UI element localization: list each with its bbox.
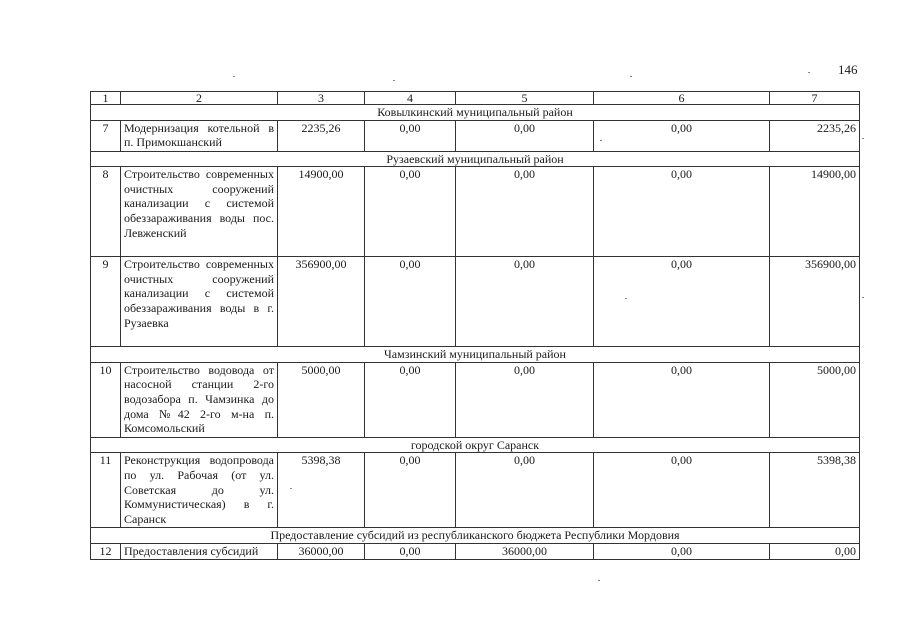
scan-speck [808, 72, 810, 73]
project-name: Предоставления субсидий [121, 543, 278, 559]
value-col-5: 0,00 [456, 167, 594, 257]
section-row [91, 437, 860, 453]
section-row [91, 528, 860, 544]
value-col-5: 0,00 [456, 362, 594, 437]
scan-speck [862, 138, 864, 139]
value-col-3: 14900,00 [278, 167, 365, 257]
row-number: 9 [91, 257, 121, 347]
value-col-5: 0,00 [456, 453, 594, 528]
value-col-4: 0,00 [365, 257, 456, 347]
row-number: 11 [91, 453, 121, 528]
value-col-6: 0,00 [594, 120, 770, 151]
column-number: 5 [456, 92, 594, 105]
section-title: городской округ Саранск [91, 437, 860, 453]
project-name: Модернизация котельной в п. Примокшанский [121, 120, 278, 151]
section-row [91, 347, 860, 363]
value-col-6: 0,00 [594, 167, 770, 257]
value-col-7: 356900,00 [770, 257, 860, 347]
row-number: 8 [91, 167, 121, 257]
section-row [91, 151, 860, 167]
value-col-6: 0,00 [594, 543, 770, 559]
value-col-7: 5000,00 [770, 362, 860, 437]
value-col-4: 0,00 [365, 543, 456, 559]
value-col-3: 2235,26 [278, 120, 365, 151]
value-col-4: 0,00 [365, 362, 456, 437]
value-col-4: 0,00 [365, 453, 456, 528]
value-col-5: 0,00 [456, 120, 594, 151]
value-col-7: 5398,38 [770, 453, 860, 528]
project-name: Строительство современных очистных сооружений канализации с системой обеззараживания воды пос. Левженский [121, 167, 278, 257]
table-row [91, 362, 860, 437]
value-col-7: 14900,00 [770, 167, 860, 257]
value-col-3: 36000,00 [278, 543, 365, 559]
scan-speck [290, 488, 292, 489]
column-number-row [91, 92, 860, 105]
table-row [91, 257, 860, 347]
scan-speck [862, 297, 864, 298]
project-name: Строительство водовода от насосной станции 2-го водозабора п. Чамзинка до дома №42 2-го м-на п. Комсомольский [121, 362, 278, 437]
value-col-7: 0,00 [770, 543, 860, 559]
value-col-6: 0,00 [594, 257, 770, 347]
scan-speck [598, 580, 600, 581]
value-col-3: 356900,00 [278, 257, 365, 347]
row-number: 12 [91, 543, 121, 559]
project-name: Строительство современных очистных сооружений канализации с системой обеззараживания воды в г. Рузаевка [121, 257, 278, 347]
table-row [91, 543, 860, 559]
section-title: Чамзинский муниципальный район [91, 347, 860, 363]
table-row [91, 453, 860, 528]
scan-speck [233, 76, 235, 77]
value-col-7: 2235,26 [770, 120, 860, 151]
value-col-3: 5398,38 [278, 453, 365, 528]
page-number: 146 [838, 62, 858, 77]
value-col-5: 36000,00 [456, 543, 594, 559]
section-title: Рузаевский муниципальный район [91, 151, 860, 167]
column-number: 7 [770, 92, 860, 105]
row-number: 10 [91, 362, 121, 437]
row-number: 7 [91, 120, 121, 151]
value-col-4: 0,00 [365, 120, 456, 151]
value-col-3: 5000,00 [278, 362, 365, 437]
project-name: Реконструкция водопровода по ул. Рабочая (от ул. Советская до ул. Коммунистическая) в г. Саранск [121, 453, 278, 528]
table-row [91, 120, 860, 151]
column-number: 6 [594, 92, 770, 105]
value-col-4: 0,00 [365, 167, 456, 257]
value-col-6: 0,00 [594, 362, 770, 437]
table-row [91, 167, 860, 257]
section-row [91, 105, 860, 121]
section-title: Предоставление субсидий из республиканского бюджета Республики Мордовия [91, 528, 860, 544]
scan-speck [625, 298, 627, 299]
column-number: 1 [91, 92, 121, 105]
section-title: Ковылкинский муниципальный район [91, 105, 860, 121]
value-col-5: 0,00 [456, 257, 594, 347]
value-col-6: 0,00 [594, 453, 770, 528]
scan-speck [393, 80, 395, 81]
column-number: 3 [278, 92, 365, 105]
scan-speck [630, 76, 632, 77]
column-number: 4 [365, 92, 456, 105]
budget-table [90, 91, 860, 560]
column-number: 2 [121, 92, 278, 105]
scan-speck [600, 140, 602, 141]
